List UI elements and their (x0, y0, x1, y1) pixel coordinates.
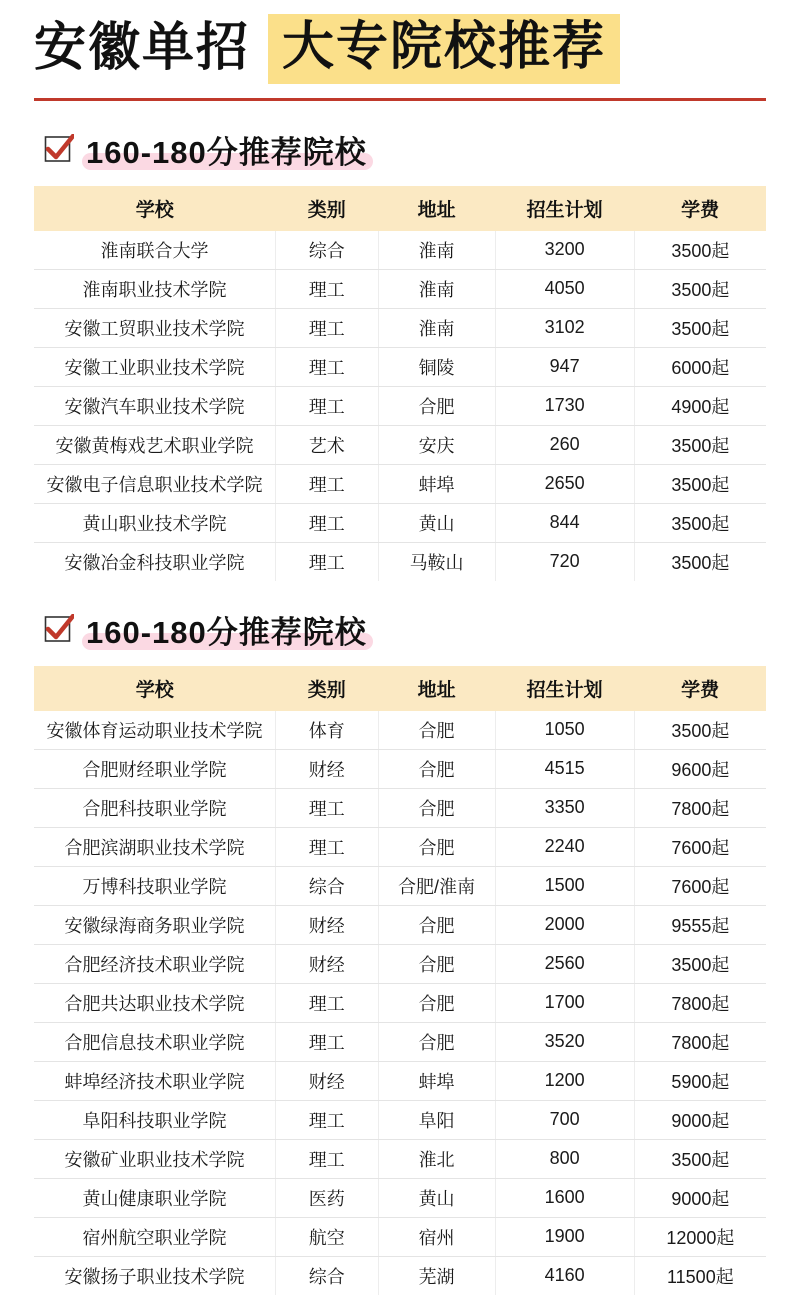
cell-type: 理工 (276, 827, 378, 866)
cell-address: 合肥 (378, 788, 495, 827)
cell-type: 理工 (276, 788, 378, 827)
cell-plan: 4160 (495, 1256, 634, 1295)
column-header-fee: 学费 (634, 666, 766, 711)
table-row (34, 1178, 766, 1217)
section-1-title-wrap (86, 127, 367, 172)
cell-school: 安徽工业职业技术学院 (34, 347, 276, 386)
cell-school: 合肥财经职业学院 (34, 749, 276, 788)
column-header-plan: 招生计划 (495, 186, 634, 231)
cell-school: 合肥滨湖职业技术学院 (34, 827, 276, 866)
check-icon (44, 614, 74, 644)
table-row (34, 308, 766, 347)
cell-school: 安徽工贸职业技术学院 (34, 308, 276, 347)
cell-plan: 1050 (495, 711, 634, 750)
cell-school: 万博科技职业学院 (34, 866, 276, 905)
section-1 (0, 127, 800, 581)
cell-fee: 3500起 (634, 1139, 766, 1178)
cell-school: 安徽汽车职业技术学院 (34, 386, 276, 425)
table-row (34, 503, 766, 542)
cell-school: 安徽扬子职业技术学院 (34, 1256, 276, 1295)
cell-plan: 1730 (495, 386, 634, 425)
cell-fee: 9600起 (634, 749, 766, 788)
cell-plan: 800 (495, 1139, 634, 1178)
column-header-type: 类别 (276, 666, 378, 711)
table-row (34, 749, 766, 788)
cell-fee: 3500起 (634, 464, 766, 503)
cell-type: 理工 (276, 269, 378, 308)
cell-school: 宿州航空职业学院 (34, 1217, 276, 1256)
cell-school: 安徽矿业职业技术学院 (34, 1139, 276, 1178)
check-icon (44, 134, 74, 164)
cell-school: 合肥科技职业学院 (34, 788, 276, 827)
table-160-180-b (34, 666, 766, 1295)
cell-type: 财经 (276, 749, 378, 788)
cell-type: 理工 (276, 1100, 378, 1139)
page-title-highlight: 大专院校推荐 (268, 14, 620, 84)
cell-fee: 3500起 (671, 552, 730, 573)
cell-type: 理工 (276, 308, 378, 347)
cell-address: 黄山 (378, 503, 495, 542)
cell-fee: 3500起 (634, 425, 766, 464)
cell-address: 安庆 (378, 425, 495, 464)
cell-fee: 5900起 (634, 1061, 766, 1100)
cell-address: 宿州 (378, 1217, 495, 1256)
cell-fee: 3500起 (634, 711, 766, 750)
cell-school: 合肥信息技术职业学院 (34, 1022, 276, 1061)
page-header (0, 0, 800, 84)
cell-plan: 844 (495, 503, 634, 542)
cell-type: 财经 (276, 1061, 378, 1100)
table-row (34, 269, 766, 308)
cell-address: 合肥 (378, 905, 495, 944)
table-row (34, 425, 766, 464)
cell-plan: 3520 (495, 1022, 634, 1061)
cell-type: 理工 (276, 983, 378, 1022)
column-header-address: 地址 (378, 186, 495, 231)
table-row (34, 905, 766, 944)
cell-plan: 947 (495, 347, 634, 386)
header-divider (34, 98, 766, 101)
cell-school: 安徽绿海商务职业学院 (34, 905, 276, 944)
cell-plan: 4050 (495, 269, 634, 308)
table-row (34, 1217, 766, 1256)
cell-school: 安徽体育运动职业技术学院 (34, 711, 276, 750)
cell-school: 安徽电子信息职业技术学院 (34, 464, 276, 503)
column-header-type: 类别 (276, 186, 378, 231)
cell-school: 黄山职业技术学院 (34, 503, 276, 542)
cell-plan: 3350 (495, 788, 634, 827)
cell-fee: 7800起 (634, 1022, 766, 1061)
cell-fee: 9555起 (634, 905, 766, 944)
table-row (34, 827, 766, 866)
section-2 (0, 607, 800, 1295)
column-header-plan: 招生计划 (495, 666, 634, 711)
cell-school: 安徽冶金科技职业学院 (34, 542, 276, 581)
cell-fee: 3500起 (634, 231, 766, 270)
cell-plan: 1600 (495, 1178, 634, 1217)
table-2-body (34, 711, 766, 1295)
section-2-table-block (34, 666, 766, 1295)
cell-plan: 3200 (495, 231, 634, 270)
cell-school: 安徽黄梅戏艺术职业学院 (34, 425, 276, 464)
cell-address: 铜陵 (378, 347, 495, 386)
cell-plan: 700 (495, 1100, 634, 1139)
cell-fee: 4900起 (634, 386, 766, 425)
column-header-address: 地址 (378, 666, 495, 711)
table-row (34, 983, 766, 1022)
cell-plan: 1700 (495, 983, 634, 1022)
cell-address: 蚌埠 (378, 464, 495, 503)
cell-school: 合肥共达职业技术学院 (34, 983, 276, 1022)
cell-type: 理工 (276, 1022, 378, 1061)
cell-school: 淮南联合大学 (34, 231, 276, 270)
cell-address: 淮北 (378, 1139, 495, 1178)
cell-address: 合肥 (378, 827, 495, 866)
table-row (34, 1139, 766, 1178)
cell-type: 理工 (276, 386, 378, 425)
cell-plan: 1500 (495, 866, 634, 905)
section-2-title-wrap (86, 607, 367, 652)
cell-type: 财经 (276, 944, 378, 983)
section-2-title: 160-180分推荐院校 (86, 614, 367, 650)
table-row (34, 866, 766, 905)
cell-address: 合肥 (378, 944, 495, 983)
cell-address: 合肥/淮南 (378, 866, 495, 905)
table-1-body (34, 231, 766, 581)
table-row (34, 464, 766, 503)
cell-type: 综合 (276, 1256, 378, 1295)
cell-address: 合肥 (378, 749, 495, 788)
cell-school: 阜阳科技职业学院 (34, 1100, 276, 1139)
table-row (34, 542, 766, 581)
cell-school: 黄山健康职业学院 (34, 1178, 276, 1217)
cell-fee: 7600起 (634, 827, 766, 866)
table-160-180-a (34, 186, 766, 581)
cell-fee: 9000起 (634, 1178, 766, 1217)
cell-type: 综合 (276, 866, 378, 905)
table-row (34, 1061, 766, 1100)
cell-type: 理工 (276, 464, 378, 503)
cell-address: 淮南 (378, 308, 495, 347)
cell-fee: 7800起 (634, 983, 766, 1022)
cell-type: 理工 (276, 503, 378, 542)
section-1-header (44, 127, 766, 172)
cell-fee: 7600起 (634, 866, 766, 905)
cell-fee: 3500起 (634, 944, 766, 983)
cell-type: 理工 (276, 347, 378, 386)
page-title: 安徽单招 (34, 19, 251, 77)
cell-plan: 4515 (495, 749, 634, 788)
cell-plan: 260 (495, 425, 634, 464)
cell-fee: 3500起 (634, 308, 766, 347)
table-header-row (34, 666, 766, 711)
cell-address: 蚌埠 (378, 1061, 495, 1100)
cell-type: 理工 (276, 1139, 378, 1178)
table-row (34, 711, 766, 750)
section-1-table-block (34, 186, 766, 581)
cell-address: 芜湖 (378, 1256, 495, 1295)
cell-plan: 2000 (495, 905, 634, 944)
cell-type: 综合 (276, 231, 378, 270)
cell-type: 医药 (276, 1178, 378, 1217)
cell-school: 淮南职业技术学院 (34, 269, 276, 308)
column-header-fee: 学费 (634, 186, 766, 231)
cell-type: 理工 (276, 542, 378, 581)
cell-address: 合肥 (378, 1022, 495, 1061)
table-row (34, 1256, 766, 1295)
column-header-school: 学校 (34, 186, 276, 231)
table-row (34, 231, 766, 270)
section-2-header (44, 607, 766, 652)
cell-address: 淮南 (378, 269, 495, 308)
cell-address: 合肥 (378, 711, 495, 750)
table-row (34, 788, 766, 827)
cell-plan: 2240 (495, 827, 634, 866)
cell-school: 蚌埠经济技术职业学院 (34, 1061, 276, 1100)
cell-address: 马鞍山 (378, 542, 495, 581)
section-1-title: 160-180分推荐院校 (86, 134, 367, 170)
cell-address: 合肥 (378, 386, 495, 425)
table-row (34, 944, 766, 983)
cell-address: 黄山 (378, 1178, 495, 1217)
cell-type: 财经 (276, 905, 378, 944)
cell-fee: 12000起 (634, 1217, 766, 1256)
cell-plan: 1900 (495, 1217, 634, 1256)
column-header-school: 学校 (34, 666, 276, 711)
cell-plan: 3102 (495, 308, 634, 347)
cell-fee: 7800起 (634, 788, 766, 827)
table-row (34, 347, 766, 386)
cell-address: 淮南 (378, 231, 495, 270)
table-row (34, 1100, 766, 1139)
cell-type: 航空 (276, 1217, 378, 1256)
cell-address: 合肥 (378, 983, 495, 1022)
cell-fee: 11500起 (666, 1266, 734, 1287)
cell-fee: 6000起 (634, 347, 766, 386)
cell-type: 艺术 (276, 425, 378, 464)
cell-fee: 9000起 (634, 1100, 766, 1139)
table-row (34, 386, 766, 425)
cell-plan: 2650 (495, 464, 634, 503)
cell-school: 合肥经济技术职业学院 (34, 944, 276, 983)
cell-plan: 1200 (495, 1061, 634, 1100)
table-header-row (34, 186, 766, 231)
cell-type: 体育 (276, 711, 378, 750)
cell-fee: 3500起 (634, 503, 766, 542)
table-row (34, 1022, 766, 1061)
cell-fee: 3500起 (634, 269, 766, 308)
cell-address: 阜阳 (378, 1100, 495, 1139)
cell-plan: 2560 (495, 944, 634, 983)
cell-plan: 720 (495, 542, 634, 581)
